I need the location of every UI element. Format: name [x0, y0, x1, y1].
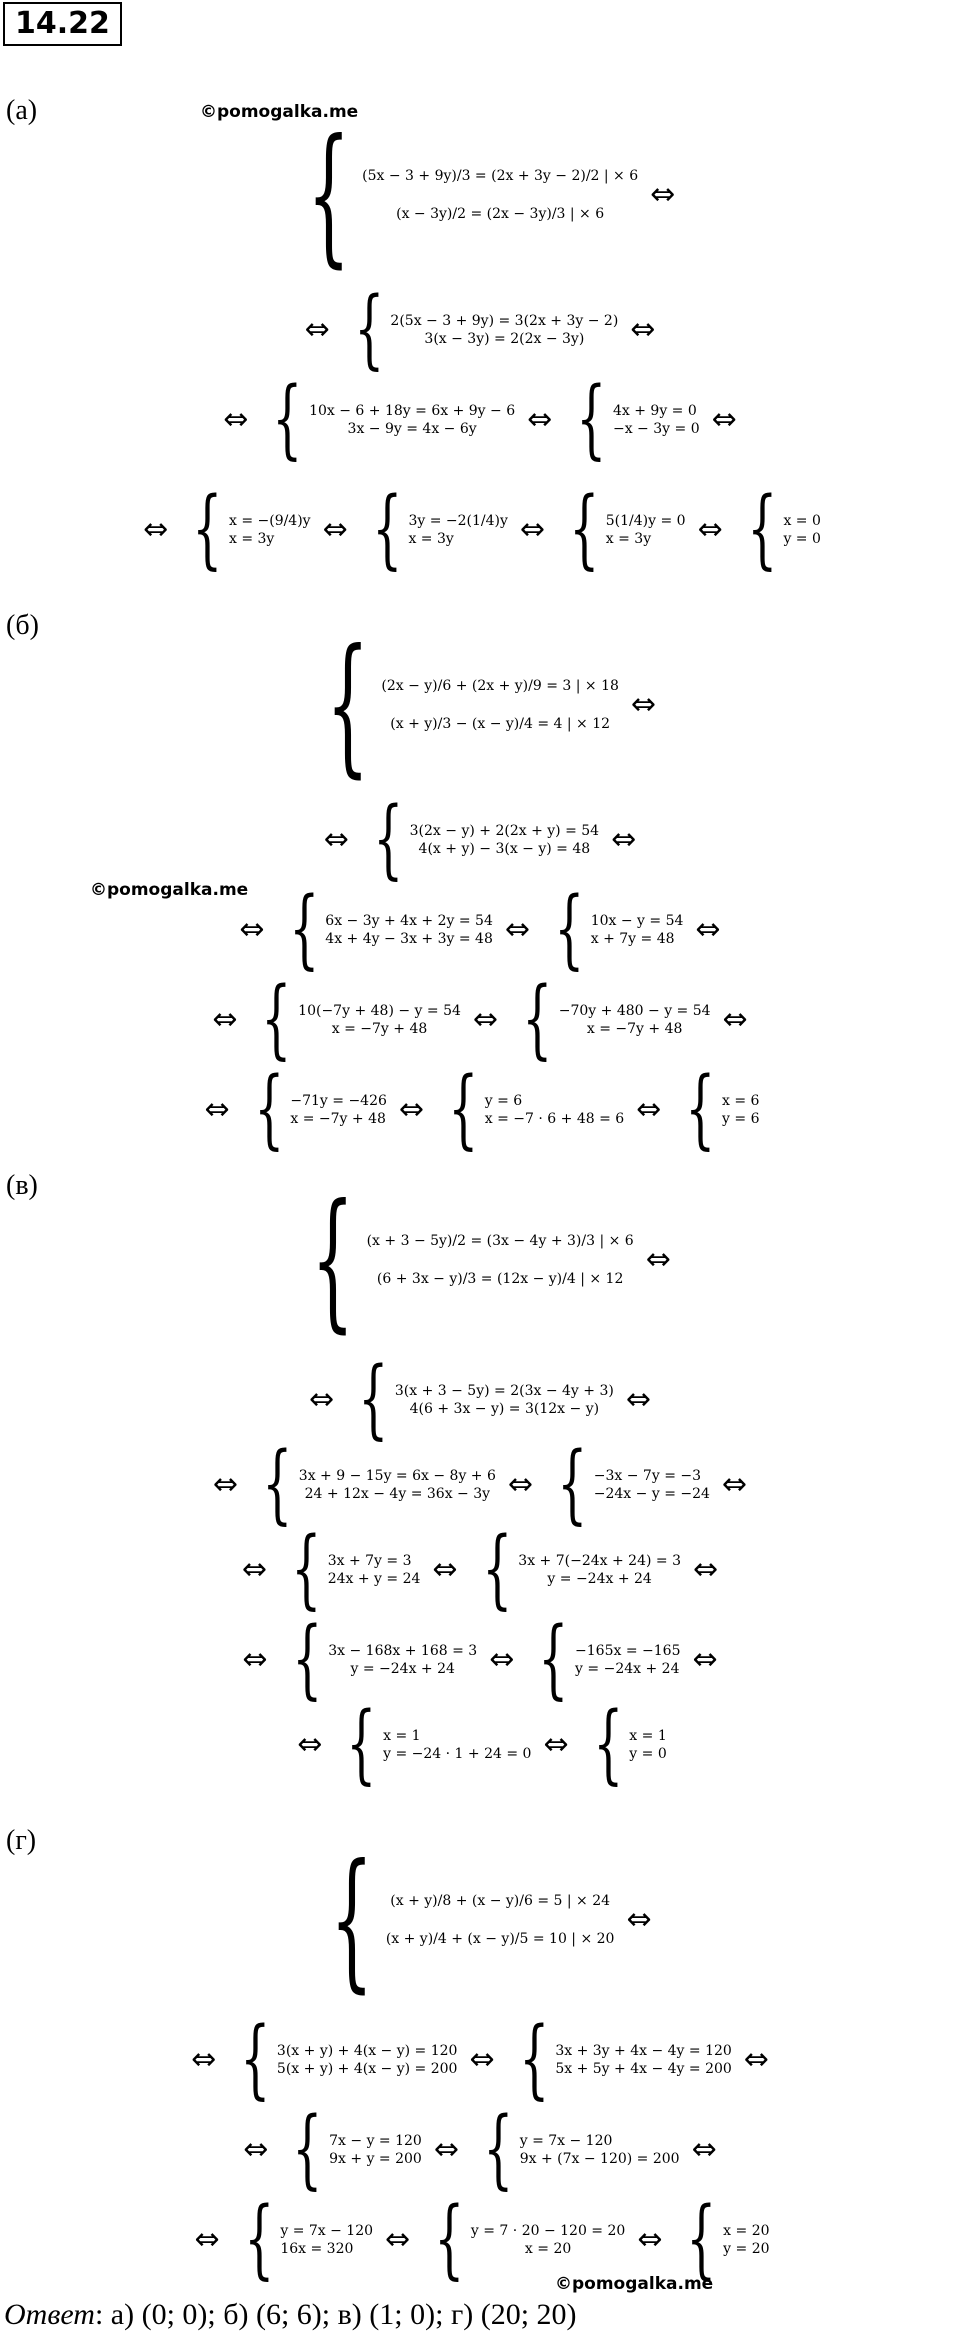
equivalence-arrow: ⇔ — [242, 1642, 268, 1677]
equation: x = 1 — [629, 1728, 667, 1744]
system-brace: { — [372, 479, 403, 580]
system-brace: { — [291, 1519, 322, 1620]
equation: y = 6 — [722, 1111, 760, 1127]
system-rows — [229, 514, 311, 546]
equation: 2(5x − 3 + 9y) = 3(2x + 3y − 2) — [390, 313, 619, 329]
equation: x = 6 — [722, 1093, 760, 1109]
system-brace: { — [481, 1519, 512, 1620]
equation-system — [285, 1172, 634, 1347]
equation: (x − 3y)/2 = (2x − 3y)/3 | × 6 — [396, 206, 605, 222]
system-rows — [298, 1004, 461, 1036]
system-rows — [290, 1094, 387, 1126]
equation: 3(2x − y) + 2(2x + y) = 54 — [409, 823, 600, 839]
system-rows — [395, 1384, 614, 1416]
equivalence-arrow: ⇔ — [309, 1382, 335, 1417]
equation-system — [422, 2189, 626, 2290]
system-rows — [309, 404, 515, 436]
equation: 4(6 + 3x − y) = 3(12x − y) — [409, 1401, 600, 1417]
equivalence-arrow: ⇔ — [722, 1002, 748, 1037]
equivalence-arrow: ⇔ — [626, 1902, 652, 1937]
equation: y = −24x + 24 — [575, 1661, 680, 1677]
system-rows — [390, 314, 618, 346]
equivalence-arrow: ⇔ — [385, 2222, 411, 2257]
system-rows — [783, 514, 820, 546]
equation: x = −7y + 48 — [290, 1111, 386, 1127]
system-rows — [277, 2044, 458, 2076]
equation: −70y + 480 − y = 54 — [558, 1003, 711, 1019]
equation-line — [0, 279, 960, 380]
equation: 9x + (7x − 120) = 200 — [519, 2151, 680, 2167]
equation: 3(x + 3 − 5y) = 2(3x − 4y + 3) — [394, 1383, 614, 1399]
system-brace: { — [288, 879, 319, 980]
system-rows — [280, 2224, 373, 2256]
equation-line — [0, 969, 960, 1070]
equivalence-arrow: ⇔ — [204, 1092, 230, 1127]
equivalence-arrow: ⇔ — [630, 687, 657, 722]
equation: x = −7y + 48 — [586, 1021, 683, 1037]
problem-number: 14.22 — [3, 2, 122, 46]
system-rows — [410, 824, 599, 856]
system-rows — [362, 159, 638, 231]
answer-label: Ответ — [4, 2298, 95, 2331]
equivalence-arrow: ⇔ — [743, 2042, 769, 2077]
system-brace: { — [346, 1694, 377, 1795]
equation: 10x − y = 54 — [590, 913, 684, 929]
equivalence-arrow: ⇔ — [645, 1242, 671, 1277]
system-brace: { — [569, 479, 600, 580]
equation-line — [0, 1519, 960, 1620]
equation-system — [260, 369, 516, 470]
equation-system — [564, 369, 700, 470]
equation: 6x − 3y + 4x + 2y = 54 — [325, 913, 493, 929]
watermark: ©pomogalka.me — [200, 102, 359, 122]
equation: 5(x + y) + 4(x − y) = 200 — [276, 2061, 458, 2077]
equivalence-arrow: ⇔ — [721, 1467, 748, 1502]
equation: 10(−7y + 48) − y = 54 — [298, 1003, 461, 1019]
system-rows — [520, 2134, 680, 2166]
equivalence-arrow: ⇔ — [504, 912, 530, 947]
equivalence-arrow: ⇔ — [650, 177, 676, 212]
system-brace: { — [538, 1609, 569, 1710]
equivalence-arrow: ⇔ — [239, 912, 265, 947]
system-brace: { — [291, 1609, 322, 1710]
equation: y = 0 — [783, 530, 821, 547]
system-brace: { — [576, 369, 607, 470]
equivalence-arrow: ⇔ — [194, 2222, 220, 2257]
equation: x = 3y — [605, 530, 652, 547]
system-brace: { — [483, 2099, 514, 2200]
equation: 5(1/4)y = 0 — [605, 512, 686, 529]
equation: y = −24 · 1 + 24 = 0 — [383, 1746, 532, 1762]
equivalence-arrow: ⇔ — [433, 2132, 459, 2167]
equation-system — [280, 2099, 422, 2200]
equation: 9x + y = 200 — [329, 2151, 422, 2167]
equivalence-arrow: ⇔ — [507, 1467, 534, 1502]
equation-system — [360, 479, 508, 580]
equivalence-arrow: ⇔ — [191, 2042, 217, 2077]
equation-line — [0, 1832, 960, 2007]
equation-system — [507, 2009, 732, 2110]
equation-line — [0, 617, 960, 792]
equation: x = −7y + 48 — [331, 1021, 428, 1037]
equation: −x − 3y = 0 — [612, 421, 700, 437]
equation: (x + 3 − 5y)/2 = (3x − 4y + 3)/3 | × 6 — [366, 1233, 634, 1249]
equation-system — [735, 479, 821, 580]
watermark: ©pomogalka.me — [90, 880, 249, 900]
equation-system — [300, 617, 619, 792]
system-brace: { — [522, 969, 553, 1070]
equation-line — [0, 479, 960, 580]
equation: 24 + 12x − 4y = 36x − 3y — [304, 1486, 491, 1502]
system-brace: { — [592, 1694, 623, 1795]
equivalence-arrow: ⇔ — [630, 312, 656, 347]
answer-text: : а) (0; 0); б) (6; 6); в) (1; 0); г) (20; 20) — [94, 2298, 577, 2331]
equation-system — [470, 1519, 681, 1620]
equation: y = 0 — [629, 1746, 667, 1762]
equation: (x + y)/8 + (x − y)/6 = 5 | × 24 — [390, 1893, 611, 1909]
equation-system — [280, 1609, 478, 1710]
equivalence-arrow: ⇔ — [304, 312, 330, 347]
equivalence-arrow: ⇔ — [432, 1552, 458, 1587]
equation: 3x − 168x + 168 = 3 — [328, 1643, 478, 1659]
equivalence-arrow: ⇔ — [692, 1552, 719, 1587]
equivalence-arrow: ⇔ — [636, 1092, 662, 1127]
equation: y = 20 — [723, 2241, 770, 2257]
equation: x = 1 — [383, 1728, 421, 1744]
equation-line — [0, 2009, 960, 2110]
equation-system — [346, 1349, 614, 1450]
system-brace: { — [311, 1172, 355, 1347]
system-brace: { — [272, 369, 303, 470]
equation: 5x + 5y + 4x − 4y = 200 — [555, 2061, 732, 2077]
part-label: (в) — [6, 1170, 38, 1201]
part-label: (а) — [6, 95, 38, 126]
system-rows — [613, 404, 700, 436]
system-brace: { — [306, 107, 350, 282]
equivalence-arrow: ⇔ — [692, 1642, 718, 1677]
equation-system — [279, 1519, 421, 1620]
system-brace: { — [192, 479, 223, 580]
equation-system — [277, 879, 493, 980]
system-rows — [386, 1884, 615, 1956]
system-rows — [559, 1004, 711, 1036]
equation-line — [0, 1609, 960, 1710]
system-rows — [485, 1094, 624, 1126]
equivalence-arrow: ⇔ — [697, 512, 723, 547]
system-brace: { — [240, 2009, 271, 2110]
equivalence-arrow: ⇔ — [691, 2132, 717, 2167]
system-brace: { — [358, 1349, 389, 1450]
equation-system — [250, 1434, 496, 1535]
equation-line — [0, 1694, 960, 1795]
equivalence-arrow: ⇔ — [212, 1467, 239, 1502]
equation: 3(x − 3y) = 2(2x − 3y) — [424, 331, 585, 347]
answer-line — [4, 2298, 577, 2332]
equation-line — [0, 1172, 960, 1347]
system-rows — [606, 514, 686, 546]
system-brace: { — [554, 879, 585, 980]
equation-line — [0, 1349, 960, 1450]
system-rows — [471, 2224, 625, 2256]
system-brace: { — [261, 969, 292, 1070]
equation: 3(x + y) + 4(x − y) = 120 — [276, 2043, 458, 2059]
equation-system — [334, 1694, 532, 1795]
equation-system — [526, 1609, 681, 1710]
equation: x = 3y — [408, 530, 454, 547]
equation: 4x + 4y − 3x + 3y = 48 — [325, 931, 493, 947]
equation: 3x − 9y = 4x − 6y — [347, 421, 477, 437]
equivalence-arrow: ⇔ — [489, 1642, 515, 1677]
equivalence-arrow: ⇔ — [297, 1727, 323, 1762]
equivalence-arrow: ⇔ — [323, 822, 349, 857]
equation: 3x + 7y = 3 — [327, 1553, 412, 1569]
system-brace: { — [373, 789, 404, 890]
equation: x = −(9/4)y — [228, 512, 311, 529]
equation: y = 7 · 20 − 120 = 20 — [470, 2223, 626, 2239]
equation: (x + y)/4 + (x − y)/5 = 10 | × 20 — [385, 1931, 615, 1947]
system-brace: { — [292, 2099, 323, 2200]
system-brace: { — [354, 279, 385, 380]
equation: y = 7x − 120 — [280, 2223, 374, 2239]
equation: x = 0 — [783, 512, 821, 529]
equation: y = 7x − 120 — [519, 2133, 613, 2149]
equation-system — [581, 1694, 667, 1795]
system-rows — [381, 669, 619, 741]
equation: 3x + 7(−24x + 24) = 3 — [518, 1553, 681, 1569]
system-rows — [575, 1644, 680, 1676]
equation-system — [228, 2009, 458, 2110]
equation-system — [542, 879, 684, 980]
equation-line — [0, 2099, 960, 2200]
equation-system — [436, 1059, 625, 1160]
equation: (6 + 3x − y)/3 = (12x − y)/4 | × 12 — [376, 1271, 624, 1287]
equation: −71y = −426 — [290, 1093, 387, 1109]
equivalence-arrow: ⇔ — [223, 402, 249, 437]
system-brace: { — [518, 2009, 550, 2110]
system-brace: { — [434, 2189, 465, 2290]
equation: 3x + 3y + 4x − 4y = 120 — [555, 2043, 732, 2059]
equation-system — [674, 2189, 770, 2290]
system-brace: { — [243, 2189, 275, 2290]
equation: y = −24x + 24 — [547, 1571, 652, 1587]
equation: (x + y)/3 − (x − y)/4 = 4 | × 12 — [390, 716, 611, 732]
system-rows — [328, 1554, 421, 1586]
equivalence-arrow: ⇔ — [212, 1002, 238, 1037]
system-brace: { — [685, 1059, 716, 1160]
equivalence-arrow: ⇔ — [241, 1552, 267, 1587]
system-rows — [299, 1469, 496, 1501]
system-brace: { — [330, 1832, 374, 2007]
equivalence-arrow: ⇔ — [143, 512, 169, 547]
equation-system — [510, 969, 711, 1070]
system-brace: { — [686, 2189, 717, 2290]
equation: 7x − y = 120 — [329, 2133, 422, 2149]
equivalence-arrow: ⇔ — [527, 402, 553, 437]
system-rows — [408, 514, 507, 546]
equation-system — [557, 479, 686, 580]
equation: (5x − 3 + 9y)/3 = (2x + 3y − 2)/2 | × 6 — [362, 168, 639, 184]
system-rows — [723, 2224, 769, 2256]
equation-system — [281, 107, 639, 282]
equivalence-arrow: ⇔ — [322, 512, 348, 547]
system-rows — [518, 1554, 681, 1586]
system-brace: { — [326, 617, 370, 792]
watermark: ©pomogalka.me — [555, 2274, 714, 2294]
system-rows — [325, 914, 493, 946]
equation: y = −24x + 24 — [350, 1661, 455, 1677]
equation: 3y = −2(1/4)y — [408, 512, 508, 529]
equivalence-arrow: ⇔ — [543, 1727, 569, 1762]
equation-system — [242, 1059, 387, 1160]
system-brace: { — [253, 1059, 285, 1160]
system-rows — [629, 1729, 666, 1761]
equation: x = 20 — [524, 2241, 572, 2257]
equivalence-arrow: ⇔ — [519, 512, 546, 547]
equation-system — [249, 969, 461, 1070]
equation-system — [232, 2189, 374, 2290]
equation: 24x + y = 24 — [327, 1571, 421, 1587]
system-rows — [722, 1094, 759, 1126]
equation: −165x = −165 — [575, 1643, 681, 1659]
equivalence-arrow: ⇔ — [243, 2132, 269, 2167]
equation-system — [471, 2099, 680, 2200]
equivalence-arrow: ⇔ — [469, 2042, 495, 2077]
equivalence-arrow: ⇔ — [625, 1382, 651, 1417]
equation-system — [180, 479, 311, 580]
system-brace: { — [262, 1434, 293, 1535]
equation: x = −7 · 6 + 48 = 6 — [484, 1111, 625, 1127]
equation: 4(x + y) − 3(x − y) = 48 — [418, 841, 591, 857]
equivalence-arrow: ⇔ — [398, 1092, 425, 1127]
equivalence-arrow: ⇔ — [611, 822, 637, 857]
equivalence-arrow: ⇔ — [711, 402, 737, 437]
system-rows — [328, 1644, 477, 1676]
system-rows — [594, 1469, 710, 1501]
equation: (2x − y)/6 + (2x + y)/9 = 3 | × 18 — [381, 678, 619, 694]
equation: 4x + 9y = 0 — [612, 403, 697, 419]
system-rows — [591, 914, 684, 946]
equation-line — [0, 369, 960, 470]
equation: x = 3y — [228, 530, 275, 547]
system-rows — [383, 1729, 531, 1761]
system-brace: { — [448, 1059, 479, 1160]
system-brace: { — [557, 1434, 588, 1535]
part-label: (б) — [6, 610, 39, 641]
system-rows — [329, 2134, 422, 2166]
equation-line — [0, 1434, 960, 1535]
equivalence-arrow: ⇔ — [472, 1002, 499, 1037]
part-label: (г) — [6, 1825, 37, 1856]
equation-system — [342, 279, 619, 380]
equation: 10x − 6 + 18y = 6x + 9y − 6 — [309, 403, 516, 419]
equation: −24x − y = −24 — [593, 1486, 710, 1502]
equation-system — [545, 1434, 710, 1535]
system-rows — [367, 1224, 634, 1296]
equation: −3x − 7y = −3 — [593, 1468, 702, 1484]
system-brace: { — [747, 479, 778, 580]
equation: y = 6 — [484, 1093, 523, 1109]
equation-system — [304, 1832, 615, 2007]
equation: 3x + 9 − 15y = 6x − 8y + 6 — [298, 1468, 496, 1484]
equation: x + 7y = 48 — [590, 931, 675, 947]
equivalence-arrow: ⇔ — [637, 2222, 663, 2257]
equation: x = 20 — [723, 2223, 770, 2239]
equation: 16x = 320 — [280, 2241, 354, 2257]
equation-system — [673, 1059, 760, 1160]
equation-system — [361, 789, 600, 890]
equivalence-arrow: ⇔ — [695, 912, 721, 947]
equation-line — [0, 1059, 960, 1160]
system-rows — [555, 2044, 731, 2076]
